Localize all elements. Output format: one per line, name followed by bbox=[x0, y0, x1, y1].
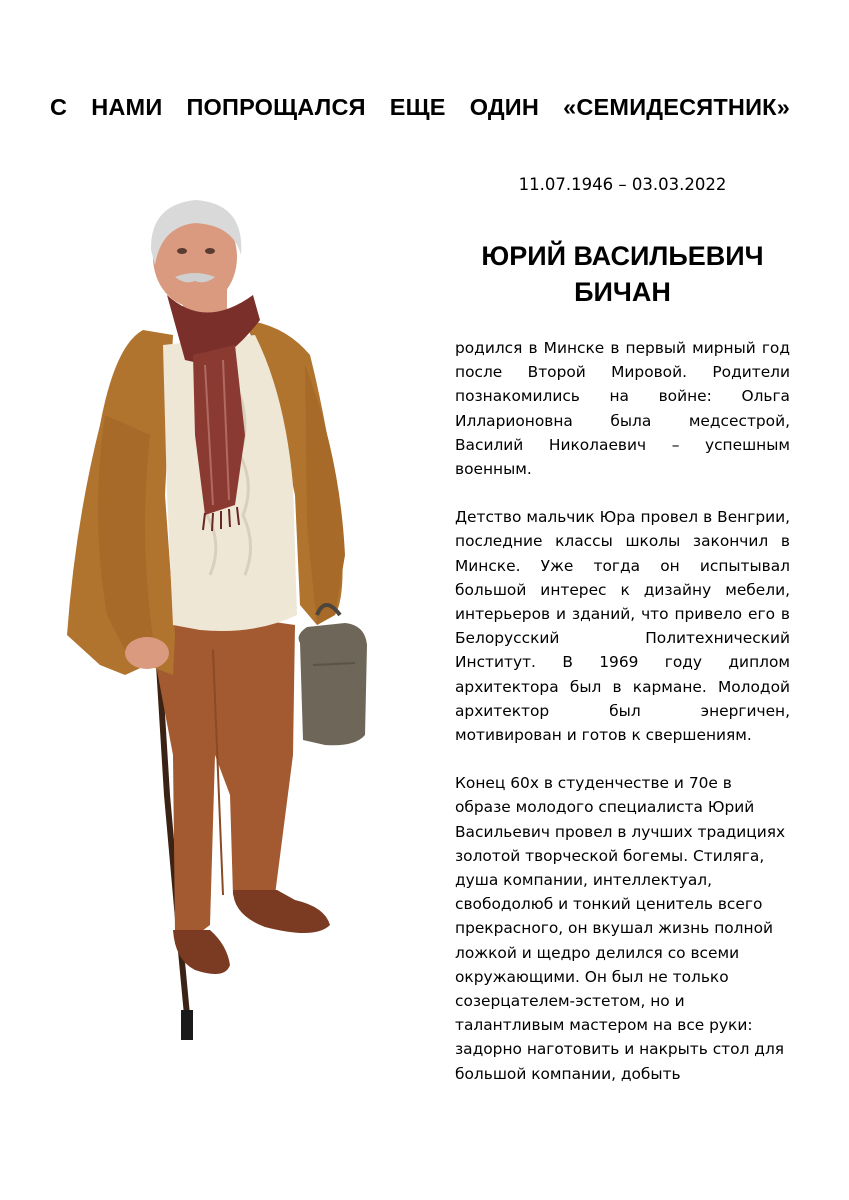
right-shoe bbox=[233, 890, 330, 933]
life-dates: 11.07.1946 – 03.03.2022 bbox=[518, 175, 727, 194]
portrait-photo bbox=[55, 195, 385, 1055]
headline: С НАМИ ПОПРОЩАЛСЯ ЕЩЕ ОДИН «СЕМИДЕСЯТНИК» bbox=[50, 94, 790, 120]
bio-paragraph-2: Детство мальчик Юра провел в Венгрии, последние классы школы закончил в Минске. Уже тогда он испытывал большой интерес к дизайну мебели, интерьеров и зданий, что привело его в Белорусский Политехнический Институт. В 1969 году диплом архитектора был в кармане. Молодой архитектор был энергичен, мотивирован и готов к свершениям. bbox=[455, 508, 790, 745]
cane-tip bbox=[181, 1010, 193, 1040]
left-hand bbox=[125, 637, 169, 669]
person-name-line-2: БИЧАН bbox=[574, 277, 671, 307]
left-eye bbox=[177, 248, 187, 254]
portrait-illustration bbox=[55, 195, 385, 1055]
bio-paragraph-1: родился в Минске в первый мирный год после Второй Мировой. Родители познакомились на войне: Ольга Илларионовна была медсестрой, Василий Николаевич – успешным военным. bbox=[455, 339, 790, 479]
bag bbox=[299, 623, 367, 745]
bio-paragraph-3: Конец 60х в студенчестве и 70е в образе молодого специалиста Юрий Васильевич провел в лучших традициях золотой творческой богемы. Стиляга, душа компании, интеллектуал, свободолюб и тонкий ценитель всего прекрасного, он вкушал жизнь полной ложкой и щедро делился со всеми окружающими. Он был не только созерцателем-эстетом, но и талантливым мастером на все руки: задорно наготовить и накрыть стол для большой компании, добыть bbox=[455, 774, 786, 1083]
biography bbox=[455, 336, 790, 1086]
right-eye bbox=[205, 248, 215, 254]
person-name bbox=[455, 238, 790, 310]
person-name-line-1: ЮРИЙ ВАСИЛЬЕВИЧ bbox=[481, 241, 764, 271]
